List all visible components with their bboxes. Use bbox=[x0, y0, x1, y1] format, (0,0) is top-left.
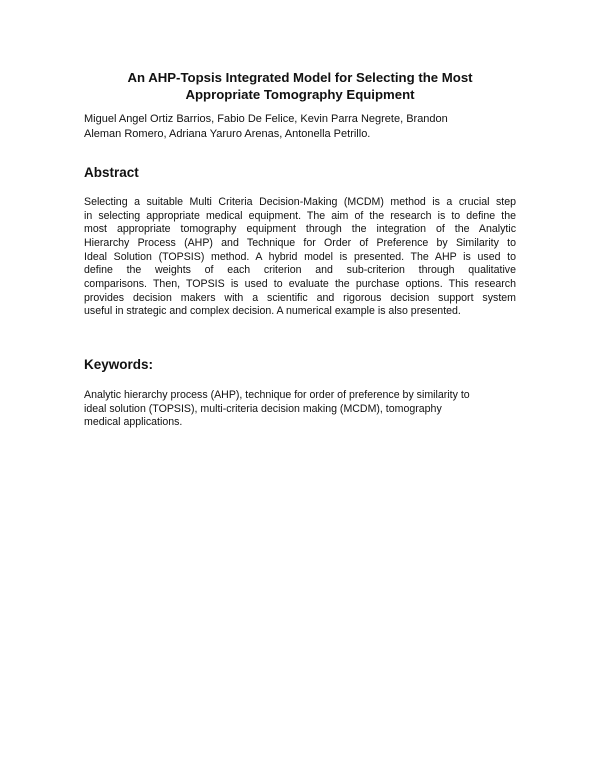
keywords-line: ideal solution (TOPSIS), multi-criteria decision making (MCDM), tomography bbox=[84, 402, 442, 415]
abstract-line: useful in strategic and complex decision. A numerical example is also presented. bbox=[84, 305, 461, 318]
abstract-line: comparisons. Then, TOPSIS is used to evaluate the purchase options. This research bbox=[84, 277, 516, 290]
author-list bbox=[84, 112, 516, 141]
keywords-text bbox=[84, 389, 516, 430]
keywords-line: Analytic hierarchy process (AHP), technique for order of preference by similarity to bbox=[84, 389, 470, 401]
abstract-heading: Abstract bbox=[84, 165, 139, 180]
abstract-text bbox=[84, 196, 516, 319]
abstract-line: in selecting appropriate medical equipment. The aim of the research is to define the bbox=[84, 209, 516, 222]
abstract-line: most appropriate tomography equipment through the integration of the Analytic bbox=[84, 223, 516, 236]
abstract-line: provides decision makers with a scientific and rigorous decision support system bbox=[84, 291, 516, 304]
title-line: Appropriate Tomography Equipment bbox=[185, 87, 415, 102]
paper-title bbox=[84, 69, 516, 103]
abstract-line: Selecting a suitable Multi Criteria Decision-Making (MCDM) method is a crucial step bbox=[84, 196, 516, 208]
keywords-heading: Keywords: bbox=[84, 357, 154, 372]
author-line: Miguel Angel Ortiz Barrios, Fabio De Felice, Kevin Parra Negrete, Brandon bbox=[84, 113, 448, 125]
keywords-line: medical applications. bbox=[84, 416, 183, 429]
author-line: Aleman Romero, Adriana Yaruro Arenas, Antonella Petrillo. bbox=[84, 127, 371, 140]
abstract-line: Ideal Solution (TOPSIS) method. A hybrid model is presented. The AHP is used to bbox=[84, 250, 516, 263]
abstract-line: define the weights of each criterion and sub-criterion through qualitative bbox=[84, 264, 516, 277]
abstract-line: Hierarchy Process (AHP) and Technique for Order of Preference by Similarity to bbox=[84, 236, 516, 249]
title-line: An AHP-Topsis Integrated Model for Selecting the Most bbox=[127, 70, 473, 85]
